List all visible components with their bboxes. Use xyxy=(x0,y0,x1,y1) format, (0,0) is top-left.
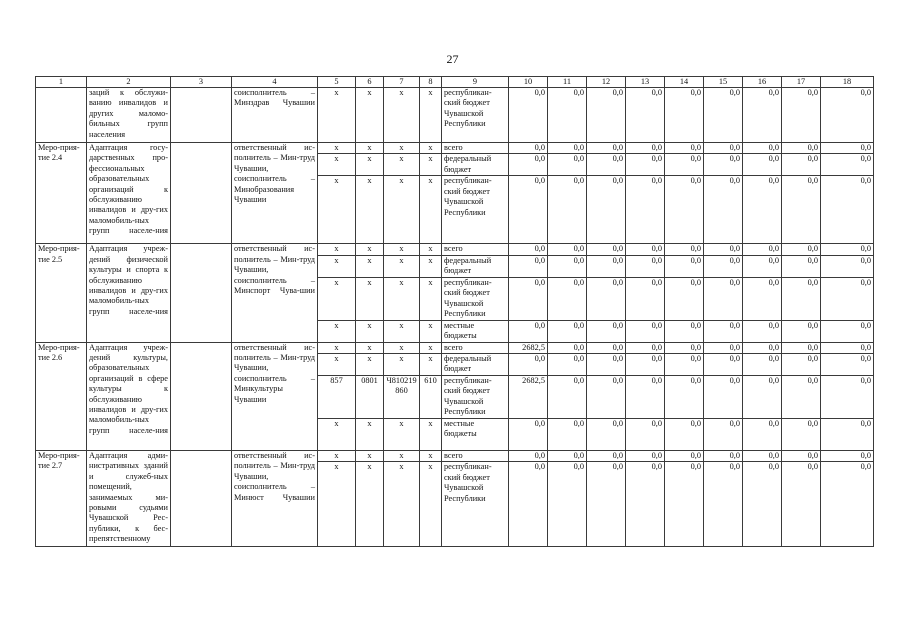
executor-cell: соисполнитель – Минздрав Чувашии xyxy=(232,88,318,143)
executor-cell: ответственный ис-полнитель – Мин-труд Чувашии, соисполнитель – Минкультуры Чувашии xyxy=(232,342,318,450)
table-row xyxy=(36,244,874,255)
value-cell: 0,0 xyxy=(626,354,665,376)
header-cell: 10 xyxy=(509,77,548,88)
grbs-cell: x xyxy=(318,451,356,462)
funding-source-cell: всего xyxy=(442,451,509,462)
value-cell: 0,0 xyxy=(587,462,626,547)
value-cell: 0,0 xyxy=(704,244,743,255)
measure-code-cell: Меро-прия-тие 2.5 xyxy=(36,244,87,342)
value-cell: 0,0 xyxy=(782,462,821,547)
measure-name-cell: Адаптация адми-нистративных зданий и служеб-ных помещений, занимаемых ми-ровыми судьями Чувашской Рес-публики, к бес-препятственному xyxy=(87,451,171,547)
value-cell: 0,0 xyxy=(587,244,626,255)
value-cell: 0,0 xyxy=(548,451,587,462)
measure-code-cell: Меро-прия-тие 2.6 xyxy=(36,342,87,450)
value-cell: 0,0 xyxy=(782,354,821,376)
header-cell: 1 xyxy=(36,77,87,88)
value-cell: 0,0 xyxy=(743,462,782,547)
grbs-cell: x xyxy=(318,244,356,255)
value-cell: 0,0 xyxy=(587,154,626,176)
funding-source-cell: федеральный бюджет xyxy=(442,154,509,176)
target-article-cell: x xyxy=(384,255,420,277)
value-cell: 0,0 xyxy=(509,320,548,342)
table-row xyxy=(36,88,874,143)
value-cell: 0,0 xyxy=(821,354,874,376)
section-cell: x xyxy=(356,176,384,244)
value-cell: 0,0 xyxy=(704,277,743,320)
value-cell: 0,0 xyxy=(665,176,704,244)
table-row xyxy=(36,342,874,353)
value-cell: 0,0 xyxy=(743,320,782,342)
value-cell: 0,0 xyxy=(821,255,874,277)
expense-type-cell: x xyxy=(420,143,442,154)
target-article-cell: x xyxy=(384,342,420,353)
value-cell: 0,0 xyxy=(587,419,626,451)
target-article-cell: x xyxy=(384,143,420,154)
value-cell: 0,0 xyxy=(509,255,548,277)
value-cell: 0,0 xyxy=(743,277,782,320)
value-cell: 0,0 xyxy=(548,320,587,342)
section-cell: x xyxy=(356,143,384,154)
header-cell: 8 xyxy=(420,77,442,88)
section-cell: x xyxy=(356,342,384,353)
value-cell: 0,0 xyxy=(743,354,782,376)
value-cell: 0,0 xyxy=(626,342,665,353)
target-article-cell: x xyxy=(384,277,420,320)
value-cell: 0,0 xyxy=(782,176,821,244)
value-cell: 0,0 xyxy=(821,154,874,176)
value-cell: 0,0 xyxy=(704,376,743,419)
header-cell: 13 xyxy=(626,77,665,88)
table-row xyxy=(36,143,874,154)
expense-type-cell: x xyxy=(420,154,442,176)
value-cell: 0,0 xyxy=(626,176,665,244)
table-row xyxy=(36,451,874,462)
funding-source-cell: республикан-ский бюджет Чувашской Республики xyxy=(442,277,509,320)
value-cell: 0,0 xyxy=(587,143,626,154)
section-cell: x xyxy=(356,88,384,143)
value-cell: 0,0 xyxy=(704,154,743,176)
value-cell: 0,0 xyxy=(665,451,704,462)
grbs-cell: x xyxy=(318,419,356,451)
section-cell: x xyxy=(356,320,384,342)
target-article-cell: x xyxy=(384,462,420,547)
expense-type-cell: x xyxy=(420,244,442,255)
value-cell: 0,0 xyxy=(509,154,548,176)
value-cell: 0,0 xyxy=(782,419,821,451)
col3-cell xyxy=(171,451,232,547)
funding-source-cell: местные бюджеты xyxy=(442,419,509,451)
value-cell: 0,0 xyxy=(548,244,587,255)
grbs-cell: x xyxy=(318,255,356,277)
value-cell: 0,0 xyxy=(548,342,587,353)
value-cell: 0,0 xyxy=(626,462,665,547)
target-article-cell: x xyxy=(384,354,420,376)
value-cell: 0,0 xyxy=(743,376,782,419)
value-cell: 0,0 xyxy=(821,462,874,547)
header-cell: 3 xyxy=(171,77,232,88)
value-cell: 0,0 xyxy=(821,419,874,451)
target-article-cell: x xyxy=(384,88,420,143)
value-cell: 0,0 xyxy=(782,88,821,143)
expense-type-cell: x xyxy=(420,88,442,143)
header-cell: 6 xyxy=(356,77,384,88)
value-cell: 0,0 xyxy=(782,376,821,419)
value-cell: 0,0 xyxy=(626,277,665,320)
header-cell: 9 xyxy=(442,77,509,88)
header-cell: 17 xyxy=(782,77,821,88)
value-cell: 0,0 xyxy=(743,419,782,451)
expense-type-cell: x xyxy=(420,354,442,376)
value-cell: 0,0 xyxy=(665,376,704,419)
funding-source-cell: республикан-ский бюджет Чувашской Республики xyxy=(442,462,509,547)
grbs-cell: 857 xyxy=(318,376,356,419)
value-cell: 0,0 xyxy=(626,255,665,277)
value-cell: 0,0 xyxy=(587,255,626,277)
expense-type-cell: x xyxy=(420,277,442,320)
expense-type-cell: x xyxy=(420,255,442,277)
measure-name-cell: Адаптация госу-дарственных про-фессиональных образовательных организаций к обслуживанию инвалидов и дру-гих маломобиль-ных групп населе-ния xyxy=(87,143,171,244)
value-cell: 0,0 xyxy=(509,419,548,451)
header-cell: 15 xyxy=(704,77,743,88)
value-cell: 0,0 xyxy=(743,88,782,143)
value-cell: 0,0 xyxy=(704,419,743,451)
value-cell: 0,0 xyxy=(704,88,743,143)
value-cell: 0,0 xyxy=(548,419,587,451)
section-cell: 0801 xyxy=(356,376,384,419)
col3-cell xyxy=(171,244,232,342)
value-cell: 0,0 xyxy=(548,462,587,547)
col3-cell xyxy=(171,143,232,244)
funding-source-cell: всего xyxy=(442,342,509,353)
measure-name-cell: Адаптация учреж-дений культуры, образовательных организаций в сфере культуры к обслуживанию инвалидов и дру-гих маломобиль-ных групп населе-ния xyxy=(87,342,171,450)
funding-source-cell: республикан-ский бюджет Чувашской Республики xyxy=(442,376,509,419)
value-cell: 0,0 xyxy=(743,342,782,353)
value-cell: 0,0 xyxy=(704,320,743,342)
measure-name-cell: Адаптация учреж-дений физической культуры и спорта к обслуживанию инвалидов и дру-гих маломобиль-ных групп населе-ния xyxy=(87,244,171,342)
expense-type-cell: x xyxy=(420,462,442,547)
grbs-cell: x xyxy=(318,88,356,143)
section-cell: x xyxy=(356,277,384,320)
section-cell: x xyxy=(356,419,384,451)
value-cell: 0,0 xyxy=(509,143,548,154)
section-cell: x xyxy=(356,462,384,547)
target-article-cell: x xyxy=(384,320,420,342)
section-cell: x xyxy=(356,244,384,255)
value-cell: 0,0 xyxy=(743,255,782,277)
funding-source-cell: республикан-ский бюджет Чувашской Республики xyxy=(442,88,509,143)
funding-source-cell: всего xyxy=(442,143,509,154)
funding-source-cell: федеральный бюджет xyxy=(442,354,509,376)
expense-type-cell: x xyxy=(420,419,442,451)
target-article-cell: Ч810219 860 xyxy=(384,376,420,419)
section-cell: x xyxy=(356,354,384,376)
value-cell: 0,0 xyxy=(665,143,704,154)
value-cell: 0,0 xyxy=(587,320,626,342)
grbs-cell: x xyxy=(318,143,356,154)
value-cell: 0,0 xyxy=(821,376,874,419)
header-cell: 7 xyxy=(384,77,420,88)
target-article-cell: x xyxy=(384,244,420,255)
header-cell: 5 xyxy=(318,77,356,88)
value-cell: 0,0 xyxy=(704,451,743,462)
value-cell: 0,0 xyxy=(704,462,743,547)
value-cell: 0,0 xyxy=(626,244,665,255)
value-cell: 0,0 xyxy=(626,376,665,419)
value-cell: 0,0 xyxy=(548,143,587,154)
header-cell: 2 xyxy=(87,77,171,88)
target-article-cell: x xyxy=(384,451,420,462)
target-article-cell: x xyxy=(384,176,420,244)
executor-cell: ответственный ис-полнитель – Мин-труд Чувашии, соисполнитель – Минспорт Чува-шии xyxy=(232,244,318,342)
value-cell: 0,0 xyxy=(743,154,782,176)
value-cell: 0,0 xyxy=(821,277,874,320)
value-cell: 0,0 xyxy=(665,154,704,176)
value-cell: 0,0 xyxy=(587,342,626,353)
header-cell: 18 xyxy=(821,77,874,88)
value-cell: 0,0 xyxy=(704,342,743,353)
value-cell: 0,0 xyxy=(782,244,821,255)
value-cell: 0,0 xyxy=(626,451,665,462)
funding-source-cell: местные бюджеты xyxy=(442,320,509,342)
value-cell: 0,0 xyxy=(782,277,821,320)
grbs-cell: x xyxy=(318,320,356,342)
funding-source-cell: федеральный бюджет xyxy=(442,255,509,277)
grbs-cell: x xyxy=(318,462,356,547)
value-cell: 0,0 xyxy=(665,342,704,353)
value-cell: 0,0 xyxy=(548,88,587,143)
value-cell: 0,0 xyxy=(704,143,743,154)
value-cell: 0,0 xyxy=(587,88,626,143)
value-cell: 0,0 xyxy=(782,320,821,342)
target-article-cell: x xyxy=(384,154,420,176)
value-cell: 0,0 xyxy=(665,320,704,342)
section-cell: x xyxy=(356,255,384,277)
grbs-cell: x xyxy=(318,342,356,353)
value-cell: 0,0 xyxy=(626,143,665,154)
value-cell: 0,0 xyxy=(704,354,743,376)
funding-source-cell: всего xyxy=(442,244,509,255)
expense-type-cell: x xyxy=(420,320,442,342)
value-cell: 0,0 xyxy=(626,154,665,176)
header-row xyxy=(36,77,874,88)
value-cell: 0,0 xyxy=(665,354,704,376)
value-cell: 0,0 xyxy=(743,451,782,462)
value-cell: 0,0 xyxy=(782,342,821,353)
grbs-cell: x xyxy=(318,354,356,376)
value-cell: 0,0 xyxy=(821,320,874,342)
measure-code-cell: Меро-прия-тие 2.4 xyxy=(36,143,87,244)
budget-table xyxy=(35,76,874,547)
measure-name-cell: заций к обслужи-ванию инвалидов и других маломо-бильных групп населения xyxy=(87,88,171,143)
value-cell: 2682,5 xyxy=(509,342,548,353)
value-cell: 0,0 xyxy=(743,176,782,244)
executor-cell: ответственный ис-полнитель – Мин-труд Чувашии, соисполнитель – Минюст Чувашии xyxy=(232,451,318,547)
value-cell: 0,0 xyxy=(821,451,874,462)
value-cell: 0,0 xyxy=(548,376,587,419)
value-cell: 0,0 xyxy=(665,419,704,451)
value-cell: 0,0 xyxy=(548,154,587,176)
value-cell: 2682,5 xyxy=(509,376,548,419)
value-cell: 0,0 xyxy=(743,143,782,154)
expense-type-cell: x xyxy=(420,176,442,244)
value-cell: 0,0 xyxy=(509,176,548,244)
value-cell: 0,0 xyxy=(548,176,587,244)
value-cell: 0,0 xyxy=(665,88,704,143)
value-cell: 0,0 xyxy=(665,244,704,255)
section-cell: x xyxy=(356,154,384,176)
value-cell: 0,0 xyxy=(704,176,743,244)
value-cell: 0,0 xyxy=(626,88,665,143)
value-cell: 0,0 xyxy=(509,277,548,320)
value-cell: 0,0 xyxy=(509,451,548,462)
value-cell: 0,0 xyxy=(509,88,548,143)
value-cell: 0,0 xyxy=(626,419,665,451)
measure-code-cell xyxy=(36,88,87,143)
value-cell: 0,0 xyxy=(587,354,626,376)
value-cell: 0,0 xyxy=(743,244,782,255)
header-cell: 4 xyxy=(232,77,318,88)
value-cell: 0,0 xyxy=(587,176,626,244)
value-cell: 0,0 xyxy=(587,451,626,462)
value-cell: 0,0 xyxy=(665,277,704,320)
value-cell: 0,0 xyxy=(782,143,821,154)
value-cell: 0,0 xyxy=(509,354,548,376)
value-cell: 0,0 xyxy=(782,255,821,277)
header-cell: 14 xyxy=(665,77,704,88)
expense-type-cell: x xyxy=(420,342,442,353)
expense-type-cell: x xyxy=(420,451,442,462)
section-cell: x xyxy=(356,451,384,462)
funding-source-cell: республикан-ский бюджет Чувашской Республики xyxy=(442,176,509,244)
col3-cell xyxy=(171,342,232,450)
value-cell: 0,0 xyxy=(821,88,874,143)
value-cell: 0,0 xyxy=(821,176,874,244)
header-cell: 11 xyxy=(548,77,587,88)
value-cell: 0,0 xyxy=(665,462,704,547)
target-article-cell: x xyxy=(384,419,420,451)
grbs-cell: x xyxy=(318,277,356,320)
value-cell: 0,0 xyxy=(704,255,743,277)
value-cell: 0,0 xyxy=(821,244,874,255)
executor-cell: ответственный ис-полнитель – Мин-труд Чувашии, соисполнитель – Минобразования Чувашии xyxy=(232,143,318,244)
value-cell: 0,0 xyxy=(587,277,626,320)
value-cell: 0,0 xyxy=(548,354,587,376)
value-cell: 0,0 xyxy=(548,255,587,277)
measure-code-cell: Меро-прия-тие 2.7 xyxy=(36,451,87,547)
page-number: 27 xyxy=(446,52,459,66)
grbs-cell: x xyxy=(318,176,356,244)
header-cell: 16 xyxy=(743,77,782,88)
col3-cell xyxy=(171,88,232,143)
value-cell: 0,0 xyxy=(626,320,665,342)
value-cell: 0,0 xyxy=(509,462,548,547)
header-cell: 12 xyxy=(587,77,626,88)
value-cell: 0,0 xyxy=(509,244,548,255)
value-cell: 0,0 xyxy=(587,376,626,419)
value-cell: 0,0 xyxy=(782,154,821,176)
expense-type-cell: 610 xyxy=(420,376,442,419)
value-cell: 0,0 xyxy=(665,255,704,277)
value-cell: 0,0 xyxy=(782,451,821,462)
value-cell: 0,0 xyxy=(821,342,874,353)
grbs-cell: x xyxy=(318,154,356,176)
value-cell: 0,0 xyxy=(548,277,587,320)
value-cell: 0,0 xyxy=(821,143,874,154)
